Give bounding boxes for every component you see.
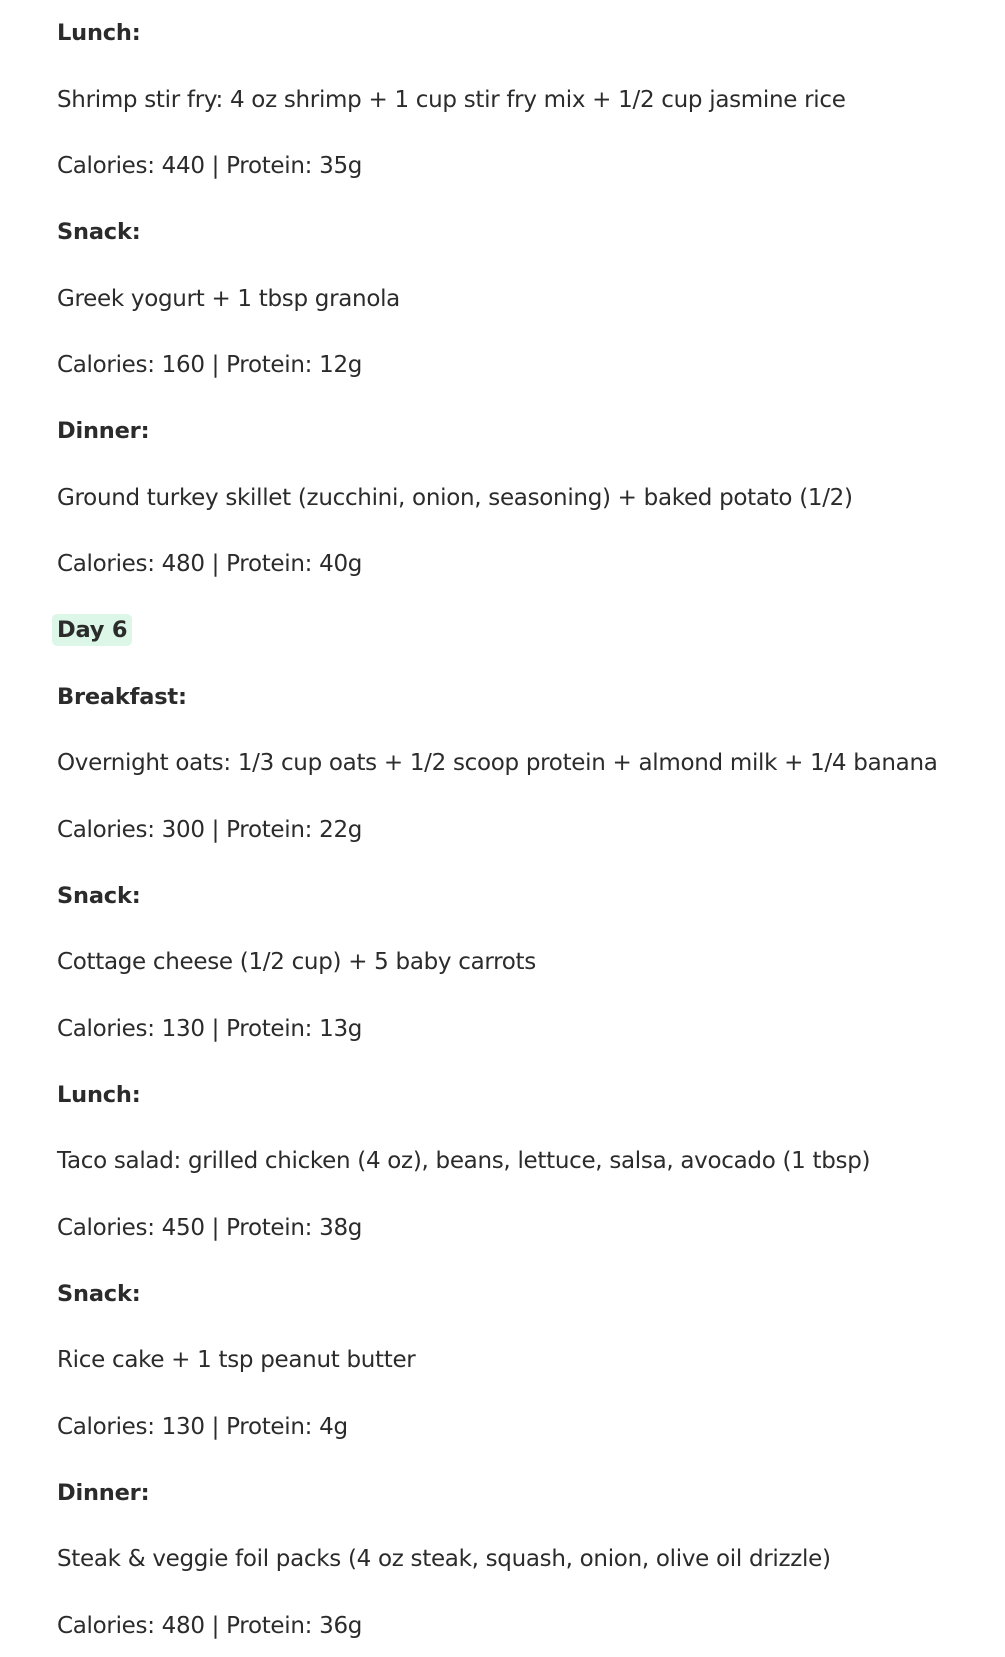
meal-heading-lunch: Lunch: [57,20,141,46]
day-heading-badge: Day 6 [52,614,132,646]
meal-heading-snack: Snack: [57,219,141,245]
meal-description: Overnight oats: 1/3 cup oats + 1/2 scoop protein + almond milk + 1/4 banana [57,750,938,776]
meal-description: Ground turkey skillet (zucchini, onion, seasoning) + baked potato (1/2) [57,485,853,511]
nutrition-info: Calories: 130 | Protein: 4g [57,1414,348,1440]
meal-description: Steak & veggie foil packs (4 oz steak, squash, onion, olive oil drizzle) [57,1546,831,1572]
meal-description: Shrimp stir fry: 4 oz shrimp + 1 cup stir fry mix + 1/2 cup jasmine rice [57,87,846,113]
meal-description: Taco salad: grilled chicken (4 oz), beans, lettuce, salsa, avocado (1 tbsp) [57,1148,871,1174]
meal-description: Rice cake + 1 tsp peanut butter [57,1347,416,1373]
nutrition-info: Calories: 130 | Protein: 13g [57,1016,363,1042]
nutrition-info: Calories: 480 | Protein: 40g [57,551,363,577]
meal-heading-dinner: Dinner: [57,418,150,444]
meal-heading-dinner: Dinner: [57,1480,150,1506]
meal-heading-snack: Snack: [57,883,141,909]
meal-heading-breakfast: Breakfast: [57,684,187,710]
meal-description: Cottage cheese (1/2 cup) + 5 baby carrots [57,949,536,975]
meal-description: Greek yogurt + 1 tbsp granola [57,286,400,312]
nutrition-info: Calories: 440 | Protein: 35g [57,153,363,179]
nutrition-info: Calories: 480 | Protein: 36g [57,1613,363,1639]
nutrition-info: Calories: 450 | Protein: 38g [57,1215,363,1241]
meal-heading-lunch: Lunch: [57,1082,141,1108]
nutrition-info: Calories: 300 | Protein: 22g [57,817,363,843]
nutrition-info: Calories: 160 | Protein: 12g [57,352,363,378]
meal-heading-snack: Snack: [57,1281,141,1307]
